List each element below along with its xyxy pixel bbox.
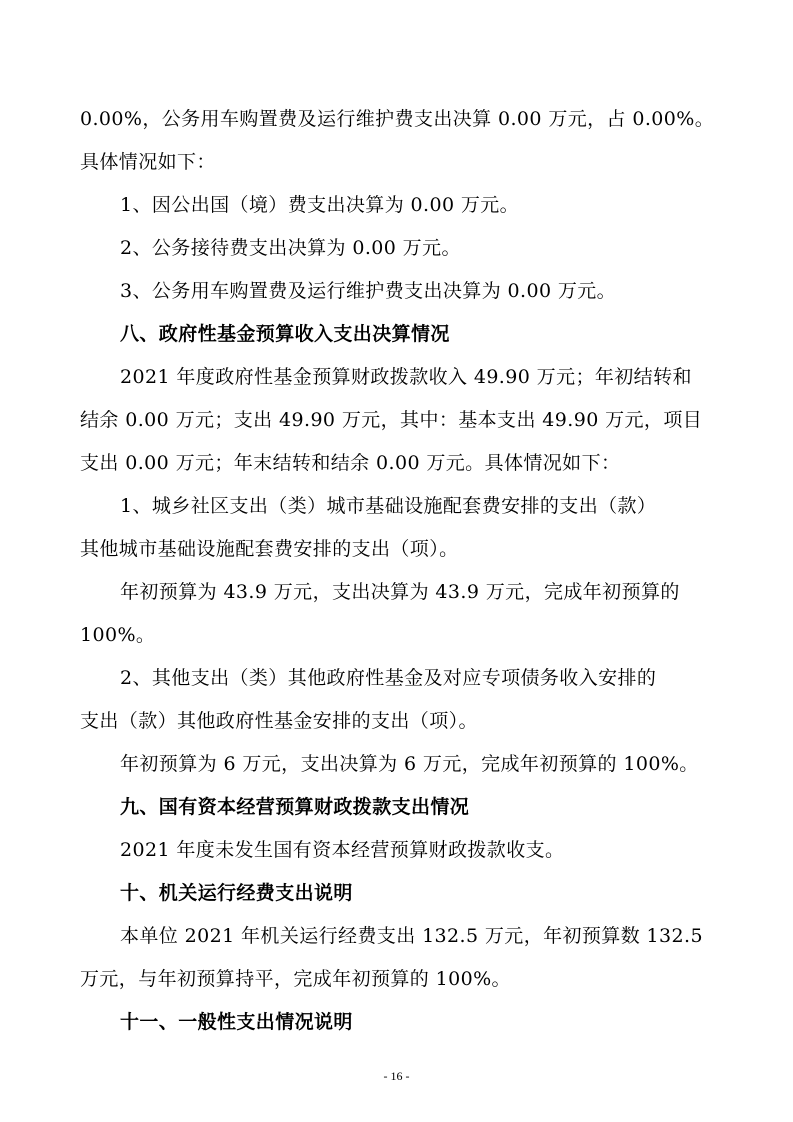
paragraph-line: 本单位 2021 年机关运行经费支出 132.5 万元，年初预算数 132.5 <box>120 925 703 947</box>
list-item: 2、其他支出（类）其他政府性基金及对应专项债务收入安排的 <box>120 667 657 689</box>
paragraph-line: 2021 年度政府性基金预算财政拨款收入 49.90 万元；年初结转和 <box>120 366 692 388</box>
list-item: 3、公务用车购置费及运行维护费支出决算为 0.00 万元。 <box>120 280 617 302</box>
page-number: - 16 - <box>383 1069 410 1083</box>
paragraph-line: 年初预算为 6 万元，支出决算为 6 万元，完成年初预算的 100%。 <box>120 753 699 775</box>
list-item: 1、因公出国（境）费支出决算为 0.00 万元。 <box>120 194 520 216</box>
paragraph-line: 支出 0.00 万元；年末结转和结余 0.00 万元。具体情况如下： <box>80 452 621 474</box>
section-heading: 十一、一般性支出情况说明 <box>120 1011 353 1033</box>
paragraph-line: 0.00%，公务用车购置费及运行维护费支出决算 0.00 万元，占 0.00%。 <box>80 108 715 130</box>
list-item: 1、城乡社区支出（类）城市基础设施配套费安排的支出（款） <box>120 495 657 517</box>
list-item: 2、公务接待费支出决算为 0.00 万元。 <box>120 237 461 259</box>
paragraph-line: 万元，与年初预算持平，完成年初预算的 100%。 <box>80 968 511 990</box>
section-heading: 九、国有资本经营预算财政拨款支出情况 <box>120 796 470 818</box>
paragraph-line: 2021 年度未发生国有资本经营预算财政拨款收支。 <box>120 839 565 861</box>
paragraph-line: 支出（款）其他政府性基金安排的支出（项）。 <box>80 710 478 732</box>
paragraph-line: 其他城市基础设施配套费安排的支出（项）。 <box>80 538 459 560</box>
paragraph-line: 年初预算为 43.9 万元，支出决算为 43.9 万元，完成年初预算的 <box>120 581 680 603</box>
section-heading: 十、机关运行经费支出说明 <box>120 882 353 904</box>
paragraph-line: 结余 0.00 万元；支出 49.90 万元，其中：基本支出 49.90 万元，项目 <box>80 409 703 431</box>
paragraph-line: 具体情况如下： <box>80 151 216 173</box>
paragraph-line: 100%。 <box>80 624 156 646</box>
section-heading: 八、政府性基金预算收入支出决算情况 <box>120 323 450 345</box>
